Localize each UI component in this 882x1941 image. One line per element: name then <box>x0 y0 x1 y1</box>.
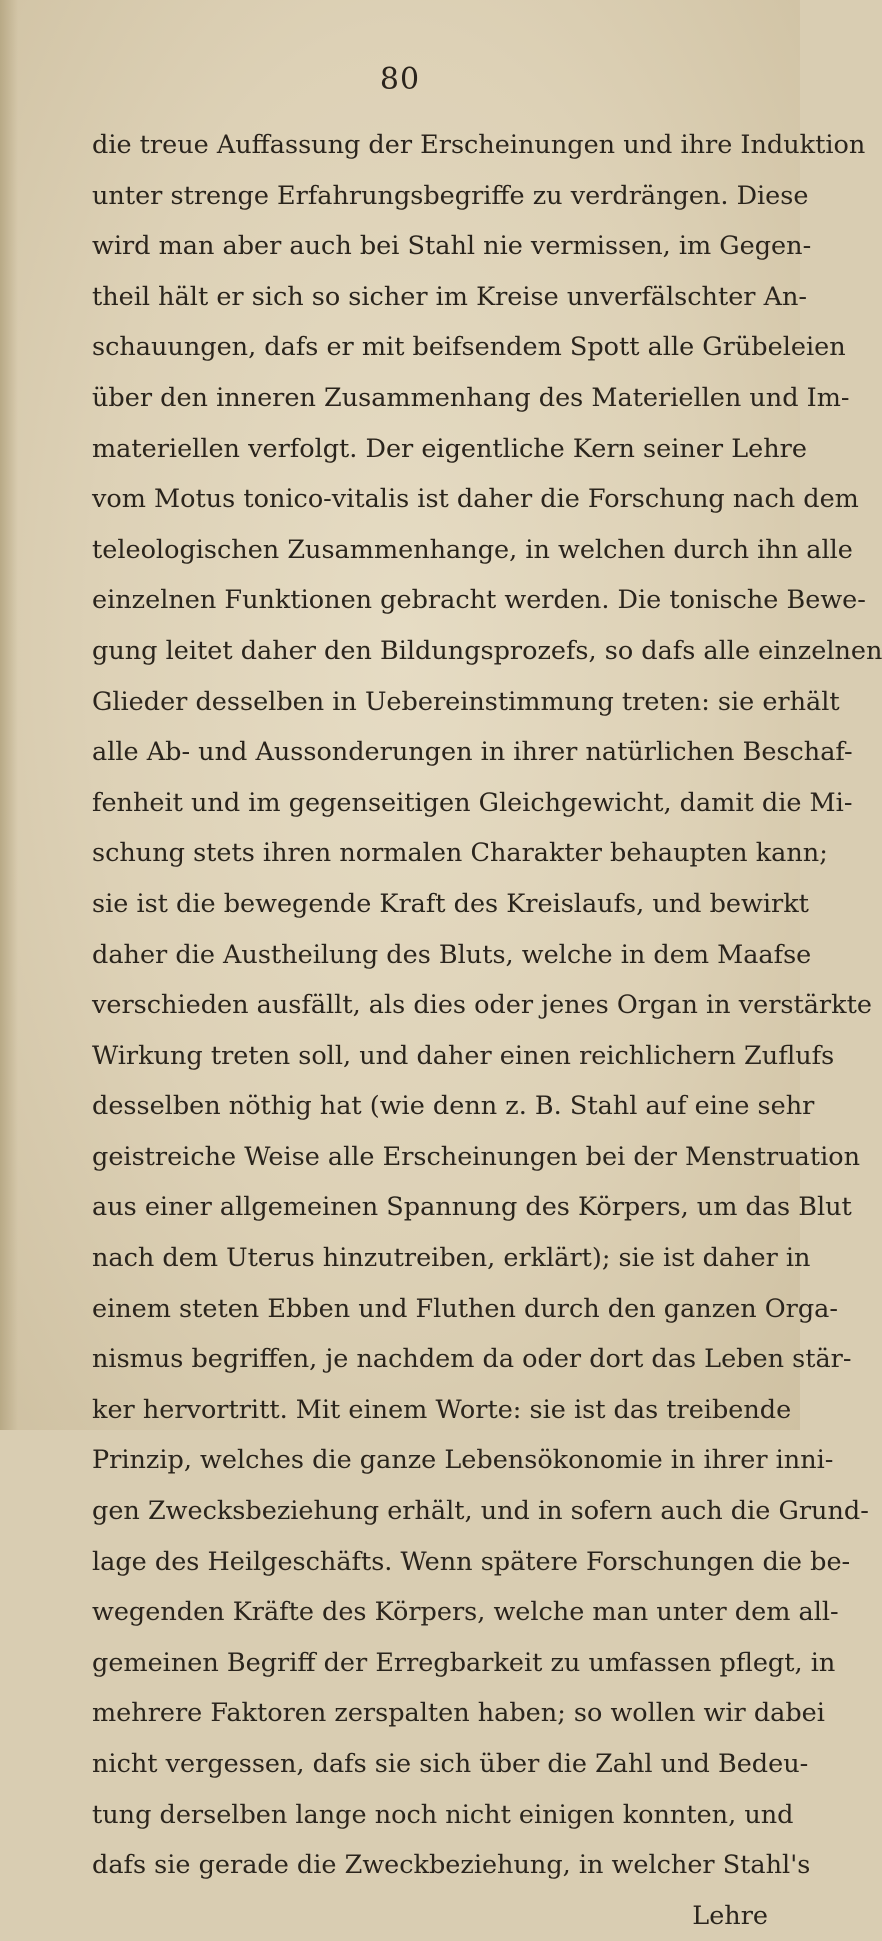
text-line: wegenden Kräfte des Körpers, welche man unter dem all- <box>92 1597 839 1628</box>
text-line: über den inneren Zusammenhang des Materiellen und Im- <box>92 382 850 413</box>
text-line: fenheit und im gegenseitigen Gleichgewicht, damit die Mi- <box>92 787 853 818</box>
text-line: Lehre <box>692 1900 768 1931</box>
text-line: schauungen, dafs er mit beifsendem Spott alle Grübeleien <box>92 332 846 363</box>
text-line: ker hervortritt. Mit einem Worte: sie ist das treibende <box>92 1394 792 1425</box>
text-line: nismus begriffen, je nachdem da oder dort das Leben stär- <box>92 1344 852 1375</box>
text-line: nicht vergessen, dafs sie sich über die Zahl und Bedeu- <box>92 1749 809 1779</box>
text-line: daher die Austheilung des Bluts, welche in dem Maafse <box>92 939 812 970</box>
text-line: gen Zwecksbeziehung erhält, und in sofern auch die Grund- <box>92 1496 869 1527</box>
text-line: schung stets ihren normalen Charakter behaupten kann; <box>92 838 828 869</box>
page-edge-shadow <box>0 0 18 1430</box>
body-text <box>92 120 882 1941</box>
text-line: Prinzip, welches die ganze Lebensökonomie in ihrer inni- <box>92 1445 834 1476</box>
text-line: unter strenge Erfahrungsbegriffe zu verdrängen. Diese <box>92 180 809 211</box>
text-line: lage des Heilgeschäfts. Wenn spätere Forschungen die be- <box>92 1546 851 1577</box>
text-line: teleologischen Zusammenhange, in welchen durch ihn alle <box>92 534 853 565</box>
text-line: einem steten Ebben und Fluthen durch den ganzen Orga- <box>92 1293 838 1324</box>
text-line: die treue Auffassung der Erscheinungen und ihre Induktion <box>92 130 866 160</box>
text-line: materiellen verfolgt. Der eigentliche Kern seiner Lehre <box>92 433 807 464</box>
text-line: einzelnen Funktionen gebracht werden. Die tonische Bewe- <box>92 585 866 616</box>
text-line: alle Ab- und Aussonderungen in ihrer natürlichen Beschaf- <box>92 737 853 768</box>
page-number: 80 <box>379 62 421 97</box>
text-line: Wirkung treten soll, und daher einen reichlichern Zuflufs <box>92 1040 835 1071</box>
text-line: tung derselben lange noch nicht einigen konnten, und <box>92 1799 794 1830</box>
text-line: mehrere Faktoren zerspalten haben; so wollen wir dabei <box>92 1698 825 1729</box>
text-line: gemeinen Begriff der Erregbarkeit zu umfassen pflegt, in <box>92 1647 836 1678</box>
text-line: Glieder desselben in Uebereinstimmung treten: sie erhält <box>92 686 840 717</box>
text-line: gung leitet daher den Bildungsprozefs, so dafs alle einzelnen <box>92 635 882 666</box>
text-line: verschieden ausfällt, als dies oder jenes Organ in verstärkte <box>92 990 872 1021</box>
text-line: aus einer allgemeinen Spannung des Körpers, um das Blut <box>92 1192 852 1223</box>
text-line: desselben nöthig hat (wie denn z. B. Stahl auf eine sehr <box>92 1091 815 1122</box>
text-line: geistreiche Weise alle Erscheinungen bei der Menstruation <box>92 1141 861 1172</box>
text-line: vom Motus tonico-vitalis ist daher die Forschung nach dem <box>92 484 859 515</box>
text-line: nach dem Uterus hinzutreiben, erklärt); sie ist daher in <box>92 1243 811 1274</box>
text-line: dafs sie gerade die Zweckbeziehung, in welcher Stahl's <box>92 1850 811 1881</box>
text-line: sie ist die bewegende Kraft des Kreislaufs, und bewirkt <box>92 888 809 919</box>
text-line: theil hält er sich so sicher im Kreise unverfälschter An- <box>92 281 808 312</box>
text-line: wird man aber auch bei Stahl nie vermissen, im Gegen- <box>92 231 812 262</box>
